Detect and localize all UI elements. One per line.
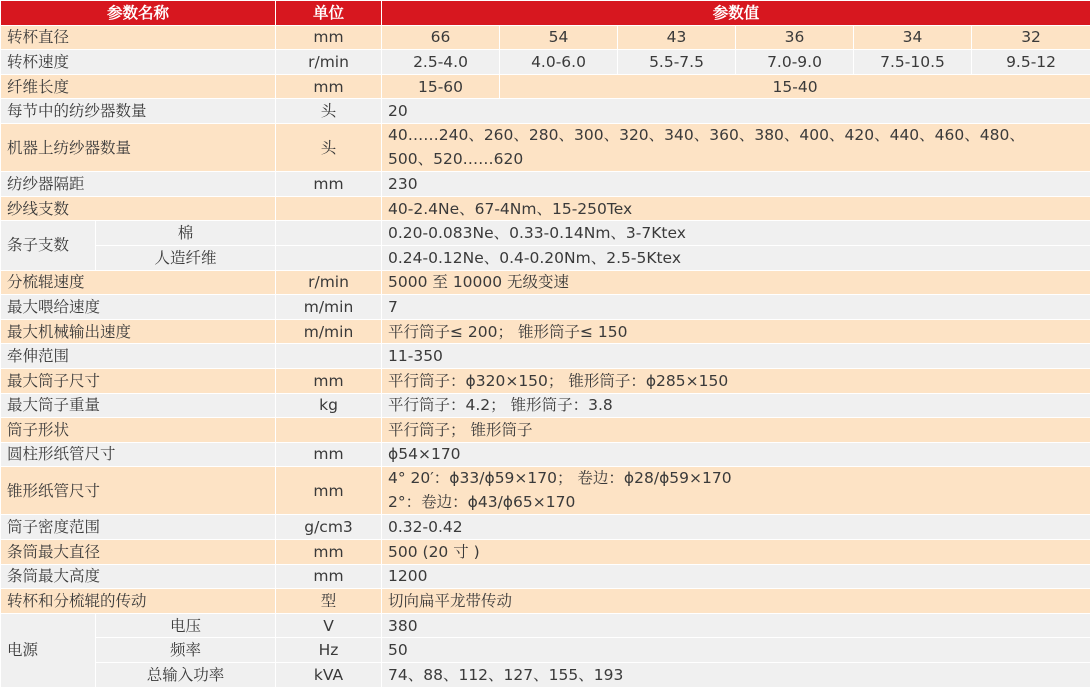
table-row bbox=[1, 442, 1090, 467]
table-row bbox=[1, 74, 1090, 99]
row-unit: mm bbox=[276, 368, 382, 393]
row-label: 条筒最大直径 bbox=[1, 540, 276, 565]
row-unit: m/min bbox=[276, 295, 382, 320]
row-label: 分梳辊速度 bbox=[1, 270, 276, 295]
row-value: 50 bbox=[382, 638, 1090, 663]
row-value: 36 bbox=[736, 25, 854, 50]
row-value: 1200 bbox=[382, 564, 1090, 589]
header-unit: 单位 bbox=[276, 1, 382, 26]
row-unit: mm bbox=[276, 467, 382, 515]
row-value: 15-40 bbox=[500, 74, 1090, 99]
row-value: 380 bbox=[382, 613, 1090, 638]
row-label: 转杯直径 bbox=[1, 25, 276, 50]
row-unit: mm bbox=[276, 74, 382, 99]
row-value: 66 bbox=[382, 25, 500, 50]
row-value: 平行筒子≤ 200； 锥形筒子≤ 150 bbox=[382, 319, 1090, 344]
row-unit bbox=[276, 418, 382, 443]
row-unit: 头 bbox=[276, 123, 382, 171]
row-value: 切向扁平龙带传动 bbox=[382, 589, 1090, 614]
row-label: 最大机械输出速度 bbox=[1, 319, 276, 344]
row-unit: g/cm3 bbox=[276, 515, 382, 540]
row-value: 平行筒子：4.2； 锥形筒子：3.8 bbox=[382, 393, 1090, 418]
row-unit: Hz bbox=[276, 638, 382, 663]
row-value: 230 bbox=[382, 172, 1090, 197]
row-value: 43 bbox=[618, 25, 736, 50]
row-label: 条子支数 bbox=[1, 221, 96, 270]
row-value bbox=[382, 467, 1090, 515]
row-value: 500 (20 寸 ) bbox=[382, 540, 1090, 565]
table-row bbox=[1, 613, 1090, 638]
row-value: 9.5-12 bbox=[972, 50, 1090, 75]
row-unit: V bbox=[276, 613, 382, 638]
row-value: 2.5-4.0 bbox=[382, 50, 500, 75]
row-unit: mm bbox=[276, 172, 382, 197]
table-row bbox=[1, 99, 1090, 124]
row-label: 纺纱器隔距 bbox=[1, 172, 276, 197]
row-value: ϕ54×170 bbox=[382, 442, 1090, 467]
header-row bbox=[1, 1, 1090, 26]
table-row bbox=[1, 638, 1090, 663]
row-value: 平行筒子：ϕ320×150； 锥形筒子：ϕ285×150 bbox=[382, 368, 1090, 393]
value-line: 2°：卷边：ϕ43/ϕ65×170 bbox=[388, 491, 1084, 515]
row-label: 转杯速度 bbox=[1, 50, 276, 75]
row-value: 平行筒子； 锥形筒子 bbox=[382, 418, 1090, 443]
row-label: 锥形纸管尺寸 bbox=[1, 467, 276, 515]
row-unit: r/min bbox=[276, 270, 382, 295]
table-row bbox=[1, 564, 1090, 589]
row-sublabel: 电压 bbox=[96, 613, 276, 638]
row-unit: kg bbox=[276, 393, 382, 418]
row-sublabel: 人造纤维 bbox=[96, 245, 276, 270]
row-value bbox=[382, 123, 1090, 171]
row-sublabel: 总输入功率 bbox=[96, 663, 276, 688]
value-line: 4° 20′：ϕ33/ϕ59×170； 卷边：ϕ28/ϕ59×170 bbox=[388, 467, 1084, 491]
table-row bbox=[1, 50, 1090, 75]
table-row bbox=[1, 196, 1090, 221]
row-label: 圆柱形纸管尺寸 bbox=[1, 442, 276, 467]
row-label: 电源 bbox=[1, 613, 96, 687]
row-value: 0.32-0.42 bbox=[382, 515, 1090, 540]
table-row bbox=[1, 123, 1090, 171]
row-value: 74、88、112、127、155、193 bbox=[382, 663, 1090, 688]
row-value: 7 bbox=[382, 295, 1090, 320]
row-unit bbox=[276, 344, 382, 369]
table-row bbox=[1, 515, 1090, 540]
row-unit: mm bbox=[276, 540, 382, 565]
row-value: 15-60 bbox=[382, 74, 500, 99]
row-value: 0.24-0.12Ne、0.4-0.20Nm、2.5-5Ktex bbox=[382, 245, 1090, 270]
row-value: 34 bbox=[854, 25, 972, 50]
row-unit: 头 bbox=[276, 99, 382, 124]
row-label: 纤维长度 bbox=[1, 74, 276, 99]
table-row bbox=[1, 172, 1090, 197]
row-sublabel: 棉 bbox=[96, 221, 276, 246]
row-value: 5000 至 10000 无级变速 bbox=[382, 270, 1090, 295]
table-row bbox=[1, 319, 1090, 344]
row-value: 32 bbox=[972, 25, 1090, 50]
header-param-value: 参数值 bbox=[382, 1, 1090, 26]
row-unit: mm bbox=[276, 442, 382, 467]
row-unit: 型 bbox=[276, 589, 382, 614]
table-row bbox=[1, 295, 1090, 320]
row-label: 筒子密度范围 bbox=[1, 515, 276, 540]
row-value: 4.0-6.0 bbox=[500, 50, 618, 75]
row-sublabel: 频率 bbox=[96, 638, 276, 663]
table-row bbox=[1, 368, 1090, 393]
row-unit: mm bbox=[276, 25, 382, 50]
row-label: 每节中的纺纱器数量 bbox=[1, 99, 276, 124]
row-unit: kVA bbox=[276, 663, 382, 688]
header-param-name: 参数名称 bbox=[1, 1, 276, 26]
row-label: 条筒最大高度 bbox=[1, 564, 276, 589]
row-unit: mm bbox=[276, 564, 382, 589]
table-row bbox=[1, 25, 1090, 50]
table-row bbox=[1, 245, 1090, 270]
table-row bbox=[1, 589, 1090, 614]
row-value: 7.5-10.5 bbox=[854, 50, 972, 75]
row-label: 最大筒子重量 bbox=[1, 393, 276, 418]
table-row bbox=[1, 540, 1090, 565]
row-unit: r/min bbox=[276, 50, 382, 75]
row-unit bbox=[276, 196, 382, 221]
table-row bbox=[1, 270, 1090, 295]
table-row bbox=[1, 393, 1090, 418]
row-value: 7.0-9.0 bbox=[736, 50, 854, 75]
row-value: 20 bbox=[382, 99, 1090, 124]
row-value: 0.20-0.083Ne、0.33-0.14Nm、3-7Ktex bbox=[382, 221, 1090, 246]
row-value: 5.5-7.5 bbox=[618, 50, 736, 75]
value-line: 40……240、260、280、300、320、340、360、380、400、420、440、460、480、 bbox=[388, 124, 1084, 148]
table-row bbox=[1, 418, 1090, 443]
row-label: 机器上纺纱器数量 bbox=[1, 123, 276, 171]
row-unit bbox=[276, 221, 382, 246]
table-row bbox=[1, 344, 1090, 369]
row-label: 最大筒子尺寸 bbox=[1, 368, 276, 393]
row-label: 牵伸范围 bbox=[1, 344, 276, 369]
table-row bbox=[1, 221, 1090, 246]
row-value: 40-2.4Ne、67-4Nm、15-250Tex bbox=[382, 196, 1090, 221]
row-label: 转杯和分梳辊的传动 bbox=[1, 589, 276, 614]
row-value: 54 bbox=[500, 25, 618, 50]
table-row bbox=[1, 467, 1090, 515]
row-unit bbox=[276, 245, 382, 270]
table-row bbox=[1, 663, 1090, 688]
row-label: 纱线支数 bbox=[1, 196, 276, 221]
row-value: 11-350 bbox=[382, 344, 1090, 369]
row-label: 最大喂给速度 bbox=[1, 295, 276, 320]
row-label: 筒子形状 bbox=[1, 418, 276, 443]
value-line: 500、520……620 bbox=[388, 148, 1084, 172]
row-unit: m/min bbox=[276, 319, 382, 344]
